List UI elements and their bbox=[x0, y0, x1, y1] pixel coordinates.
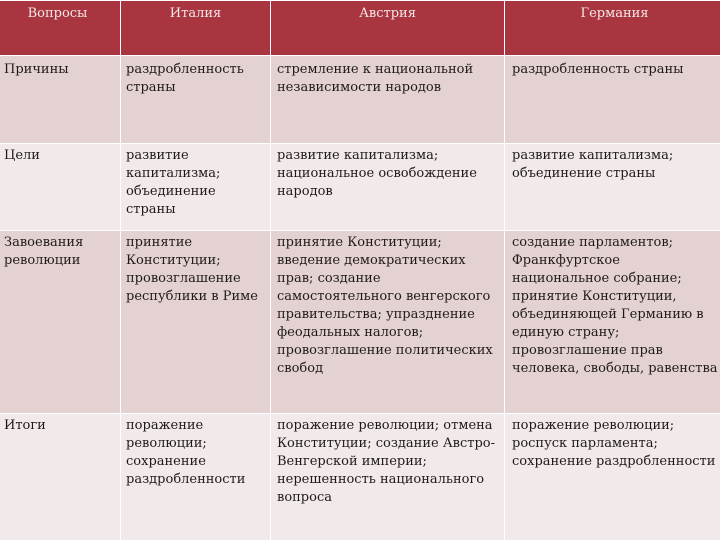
germany-cell bbox=[505, 414, 720, 540]
row-label-cell bbox=[0, 414, 121, 540]
row-label-cell bbox=[0, 144, 121, 231]
austria-cell bbox=[271, 144, 505, 231]
header-questions: Вопросы bbox=[0, 1, 121, 56]
table-row-causes bbox=[0, 56, 720, 144]
germany-cell bbox=[505, 144, 720, 231]
italy-cell bbox=[121, 414, 271, 540]
header-austria: Австрия bbox=[271, 1, 505, 56]
header-row bbox=[0, 1, 720, 56]
table-row-achievements bbox=[0, 231, 720, 414]
row-label-causes: Причины bbox=[4, 62, 69, 77]
italy-cell bbox=[121, 231, 271, 414]
germany-achievements: создание парламентов; Франкфуртское национальное собрание; принятие Конституции, объединяющей Германию в единую страну; провозглашение прав человека, свободы, равенства bbox=[512, 235, 718, 376]
germany-cell bbox=[505, 56, 720, 144]
austria-goals: развитие капитализма; национальное освобождение народов bbox=[277, 148, 477, 199]
header-italy: Италия bbox=[121, 1, 271, 56]
austria-achievements: принятие Конституции; введение демократических прав; создание самостоятельного венгерского правительства; упразднение феодальных налогов; провозглашение политических свобод bbox=[277, 235, 493, 376]
austria-cell bbox=[271, 56, 505, 144]
italy-achievements: принятие Конституции; провозглашение республики в Риме bbox=[126, 235, 258, 304]
italy-results: поражение революции; сохранение раздробленности bbox=[126, 418, 246, 487]
header-germany: Германия bbox=[505, 1, 720, 56]
italy-causes: раздробленность страны bbox=[126, 62, 244, 95]
row-label-cell bbox=[0, 56, 121, 144]
austria-cell bbox=[271, 231, 505, 414]
italy-cell bbox=[121, 144, 271, 231]
germany-cell bbox=[505, 231, 720, 414]
austria-cell bbox=[271, 414, 505, 540]
germany-causes: раздробленность страны bbox=[512, 62, 684, 77]
row-label-cell bbox=[0, 231, 121, 414]
austria-results: поражение революции; отмена Конституции; создание Австро-Венгерской империи; нерешенность национального вопроса bbox=[277, 418, 496, 505]
germany-results: поражение революции; роспуск парламента; сохранение раздробленности bbox=[512, 418, 716, 469]
row-label-goals: Цели bbox=[4, 148, 40, 163]
table-row-results bbox=[0, 414, 720, 540]
table-row-goals bbox=[0, 144, 720, 231]
austria-causes: стремление к национальной независимости народов bbox=[277, 62, 474, 95]
italy-goals: развитие капитализма; объединение страны bbox=[126, 148, 221, 217]
row-label-achievements: Завоевания революции bbox=[4, 235, 84, 268]
row-label-results: Итоги bbox=[4, 418, 46, 433]
italy-cell bbox=[121, 56, 271, 144]
germany-goals: развитие капитализма; объединение страны bbox=[512, 148, 674, 181]
